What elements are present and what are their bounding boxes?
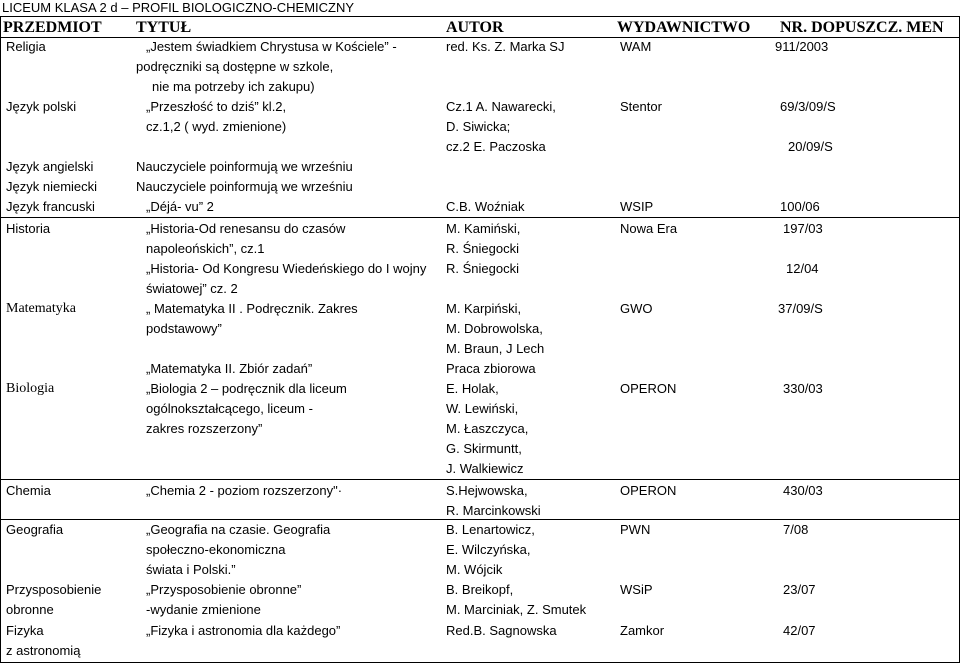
cell-author: Cz.1 A. Nawarecki, <box>446 99 556 114</box>
cell-publisher: OPERON <box>620 381 677 396</box>
cell-author: S.Hejwowska, <box>446 483 528 498</box>
cell-author: Praca zbiorowa <box>446 361 536 376</box>
cell-author: M. Kamiński, <box>446 221 521 236</box>
cell-title: społeczno-ekonomiczna <box>146 542 286 557</box>
cell-subject: Język angielski <box>6 159 94 174</box>
cell-title: „Przysposobienie obronne” <box>146 582 302 597</box>
cell-approval: 20/09/S <box>788 139 833 154</box>
cell-subject: Język polski <box>6 99 77 114</box>
cell-title: „Matematyka II. Zbiór zadań” <box>146 361 313 376</box>
cell-title: „Déjá- vu” 2 <box>146 199 214 214</box>
cell-publisher: WSiP <box>620 582 653 597</box>
cell-approval: 7/08 <box>783 522 809 537</box>
cell-approval: 430/03 <box>783 483 823 498</box>
cell-subject: Język francuski <box>6 199 95 214</box>
cell-author: C.B. Woźniak <box>446 199 525 214</box>
cell-approval: 911/2003 <box>775 39 829 54</box>
cell-title: „Biologia 2 – podręcznik dla liceum <box>146 381 347 396</box>
cell-author: B. Breikopf, <box>446 582 514 597</box>
cell-author: M. Wójcik <box>446 562 503 577</box>
cell-author: M. Marciniak, Z. Smutek <box>446 602 587 617</box>
cell-approval: 69/3/09/S <box>780 99 836 114</box>
table-border-top <box>0 16 960 17</box>
cell-subject: Język niemiecki <box>6 179 98 194</box>
cell-author: M. Dobrowolska, <box>446 321 543 336</box>
cell-title: „Historia- Od Kongresu Wiedeńskiego do I wojny <box>146 261 427 276</box>
cell-author: G. Skirmuntt, <box>446 441 522 456</box>
cell-title: „ Matematyka II . Podręcznik. Zakres <box>146 301 358 316</box>
cell-title: podręczniki są dostępne w szkole, <box>136 59 334 74</box>
cell-approval: 100/06 <box>780 199 820 214</box>
cell-subject: Fizyka <box>6 623 44 638</box>
cell-subject: Historia <box>6 221 51 236</box>
row-divider <box>0 479 960 480</box>
cell-author: M. Braun, J Lech <box>446 341 545 356</box>
header-subject: PRZEDMIOT <box>3 19 102 36</box>
cell-title: światowej” cz. 2 <box>146 281 238 296</box>
cell-author: red. Ks. Z. Marka SJ <box>446 39 565 54</box>
cell-subject: obronne <box>6 602 54 617</box>
cell-author: B. Lenartowicz, <box>446 522 535 537</box>
cell-author: E. Holak, <box>446 381 499 396</box>
cell-publisher: GWO <box>620 301 653 316</box>
cell-subject: Biologia <box>6 381 55 396</box>
cell-title: napoleońskich”, cz.1 <box>146 241 265 256</box>
cell-approval: 37/09/S <box>778 301 823 316</box>
cell-subject: Przysposobienie <box>6 582 102 597</box>
cell-author: R. Marcinkowski <box>446 503 541 518</box>
cell-author: R. Śniegocki <box>446 241 519 256</box>
header-title: TYTUŁ <box>136 19 192 36</box>
cell-approval: 23/07 <box>783 582 816 597</box>
cell-publisher: WAM <box>620 39 652 54</box>
cell-author: E. Wilczyńska, <box>446 542 531 557</box>
cell-title: nie ma potrzeby ich zakupu) <box>152 79 315 94</box>
cell-author: M. Karpiński, <box>446 301 522 316</box>
header-publisher: WYDAWNICTWO <box>617 19 751 36</box>
cell-approval: 42/07 <box>783 623 816 638</box>
cell-publisher: Zamkor <box>620 623 665 638</box>
cell-title: Nauczyciele poinformują we wrześniu <box>136 179 353 194</box>
header-approval: NR. DOPUSZCZ. MEN <box>780 19 944 36</box>
cell-title: „Chemia 2 - poziom rozszerzony"· <box>146 483 343 498</box>
cell-author: J. Walkiewicz <box>446 461 524 476</box>
cell-title: „Przeszłość to dziś” kl.2, <box>146 99 287 114</box>
cell-subject: Matematyka <box>6 301 76 316</box>
cell-publisher: Stentor <box>620 99 662 114</box>
cell-author: W. Lewiński, <box>446 401 519 416</box>
header-author: AUTOR <box>446 19 504 36</box>
cell-approval: 12/04 <box>786 261 819 276</box>
cell-title: -wydanie zmienione <box>146 602 261 617</box>
cell-title: świata i Polski.” <box>146 562 236 577</box>
cell-publisher: OPERON <box>620 483 677 498</box>
cell-title: „Geografia na czasie. Geografia <box>146 522 331 537</box>
cell-title: „Historia-Od renesansu do czasów <box>146 221 346 236</box>
cell-title: Nauczyciele poinformują we wrześniu <box>136 159 353 174</box>
cell-title: zakres rozszerzony” <box>146 421 263 436</box>
cell-author: R. Śniegocki <box>446 261 519 276</box>
cell-author: D. Siwicka; <box>446 119 511 134</box>
cell-title: „Fizyka i astronomia dla każdego” <box>146 623 341 638</box>
cell-approval: 197/03 <box>783 221 823 236</box>
cell-publisher: Nowa Era <box>620 221 678 236</box>
table-border-left <box>0 16 1 663</box>
cell-title: ogólnokształcącego, liceum - <box>146 401 313 416</box>
cell-author: Red.B. Sagnowska <box>446 623 557 638</box>
cell-author: M. Łaszczyca, <box>446 421 529 436</box>
cell-publisher: PWN <box>620 522 651 537</box>
cell-subject: Religia <box>6 39 46 54</box>
cell-subject: Chemia <box>6 483 51 498</box>
cell-title: cz.1,2 ( wyd. zmienione) <box>146 119 287 134</box>
page-title: LICEUM KLASA 2 d – PROFIL BIOLOGICZNO-CHEMICZNY <box>2 0 355 15</box>
cell-approval: 330/03 <box>783 381 823 396</box>
cell-subject: Geografia <box>6 522 64 537</box>
cell-publisher: WSIP <box>620 199 654 214</box>
cell-title: podstawowy” <box>146 321 222 336</box>
cell-title: „Jestem świadkiem Chrystusa w Kościele” - <box>146 39 397 54</box>
cell-subject: z astronomią <box>6 643 81 658</box>
row-divider <box>0 217 960 218</box>
cell-author: cz.2 E. Paczoska <box>446 139 546 154</box>
